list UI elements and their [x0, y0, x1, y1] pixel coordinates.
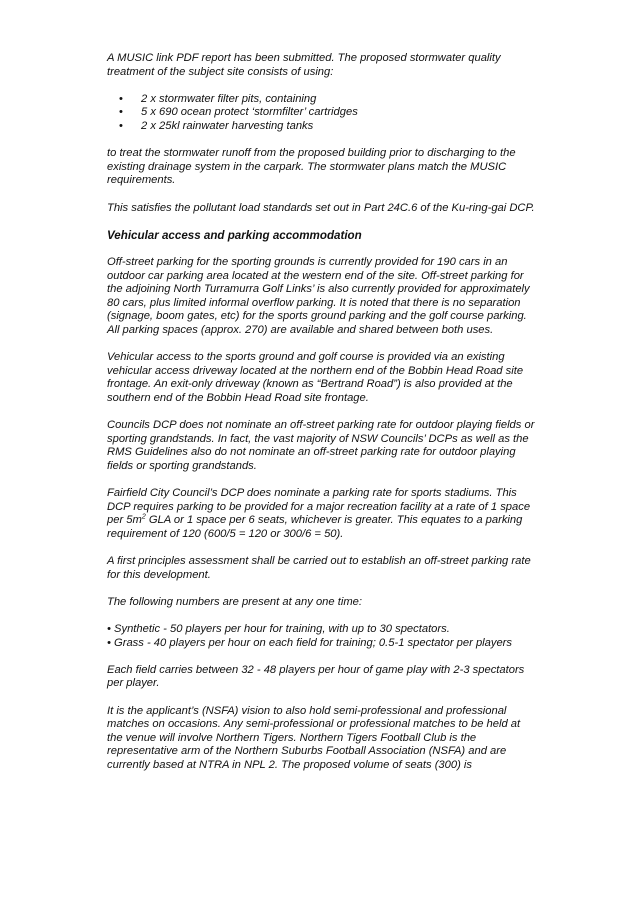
- fairfield-text-start: Fairfield City Council’s DCP does nominate a parking rate for sports stadiums. This DCP requires parking to be provided for a major recreation facility at a rate of 1 space per 5m: [107, 487, 531, 527]
- off-street-parking-paragraph: Off-street parking for the sporting grounds is currently provided for 190 cars in an outdoor car parking area located at the western end of the site. Off-street parking for the adjoining North Turramurra Golf Links’ is also currently provided for approximately 80 cars, plus limited informal overflow parking. It is noted that there is no separation (signage, boom gates, etc) for the sports ground parking and the golf course parking. All parking spaces (approx. 270) are available and shared between both uses.: [107, 255, 530, 336]
- grass-line: • Grass - 40 players per hour on each field for training; 0.5-1 spectator per players: [107, 636, 513, 649]
- vehicular-access-paragraph: Vehicular access to the sports ground and golf course is provided via an existing vehicular access driveway located at the northern end of the Bobbin Head Road site frontage. An exit-only driveway (known as “Bertrand Road”) is also provided at the southern end of the Bobbin Head Road site frontage.: [107, 351, 524, 404]
- councils-dcp-paragraph: Councils DCP does not nominate an off-street parking rate for outdoor playing fields or sporting grandstands. In fact, the vast majority of NSW Councils’ DCPs as well as the RMS Guidelines also do not nominate an off-street parking rate for outdoor playing fields or sporting grandstands.: [107, 419, 535, 472]
- fairfield-dcp-paragraph: [107, 487, 537, 541]
- pollutant-load-paragraph: This satisfies the pollutant load standards set out in Part 24C.6 of the Ku-ring-gai DCP.: [107, 201, 535, 214]
- nsfa-vision-paragraph: It is the applicant’s (NSFA) vision to also hold semi-professional and professional matches on occasions. Any semi-professional or professional matches to be held at the venue will involve Northern Tigers. Northern Tigers Football Club is the representative arm of the Northern Suburbs Football Association (NSFA) and are currently based at NTRA in NPL 2. The proposed volume of seats (300) is: [107, 704, 521, 771]
- first-principles-paragraph: A first principles assessment shall be carried out to establish an off-street parking rate for this development.: [107, 554, 531, 581]
- numbers-present-paragraph: The following numbers are present at any one time:: [107, 595, 362, 608]
- section-heading: Vehicular access and parking accommodation: [107, 228, 362, 242]
- stormwater-treatment-list: [107, 93, 537, 134]
- synthetic-line: • Synthetic - 50 players per hour for training, with up to 30 spectators.: [107, 622, 450, 635]
- stormwater-runoff-paragraph: to treat the stormwater runoff from the proposed building prior to discharging to the existing drainage system in the carpark. The stormwater plans match the MUSIC requirements.: [107, 147, 516, 187]
- fairfield-text-end: GLA or 1 space per 6 seats, whichever is greater. This equates to a parking requirement of 120 (600/5 = 120 or 300/6 = 50).: [107, 514, 523, 540]
- list-item: • 5 x 690 ocean protect ‘stormfilter’ cartridges: [107, 106, 537, 120]
- superscript-2: 2: [141, 513, 146, 521]
- document-page: [107, 52, 537, 786]
- list-item: • 2 x 25kl rainwater harvesting tanks: [107, 120, 537, 134]
- list-item: • 2 x stormwater filter pits, containing: [107, 93, 537, 107]
- field-carries-paragraph: Each field carries between 32 - 48 players per hour of game play with 2-3 spectators per player.: [107, 663, 525, 690]
- stormwater-intro-paragraph: A MUSIC link PDF report has been submitted. The proposed stormwater quality treatment of the subject site consists of using:: [107, 52, 501, 78]
